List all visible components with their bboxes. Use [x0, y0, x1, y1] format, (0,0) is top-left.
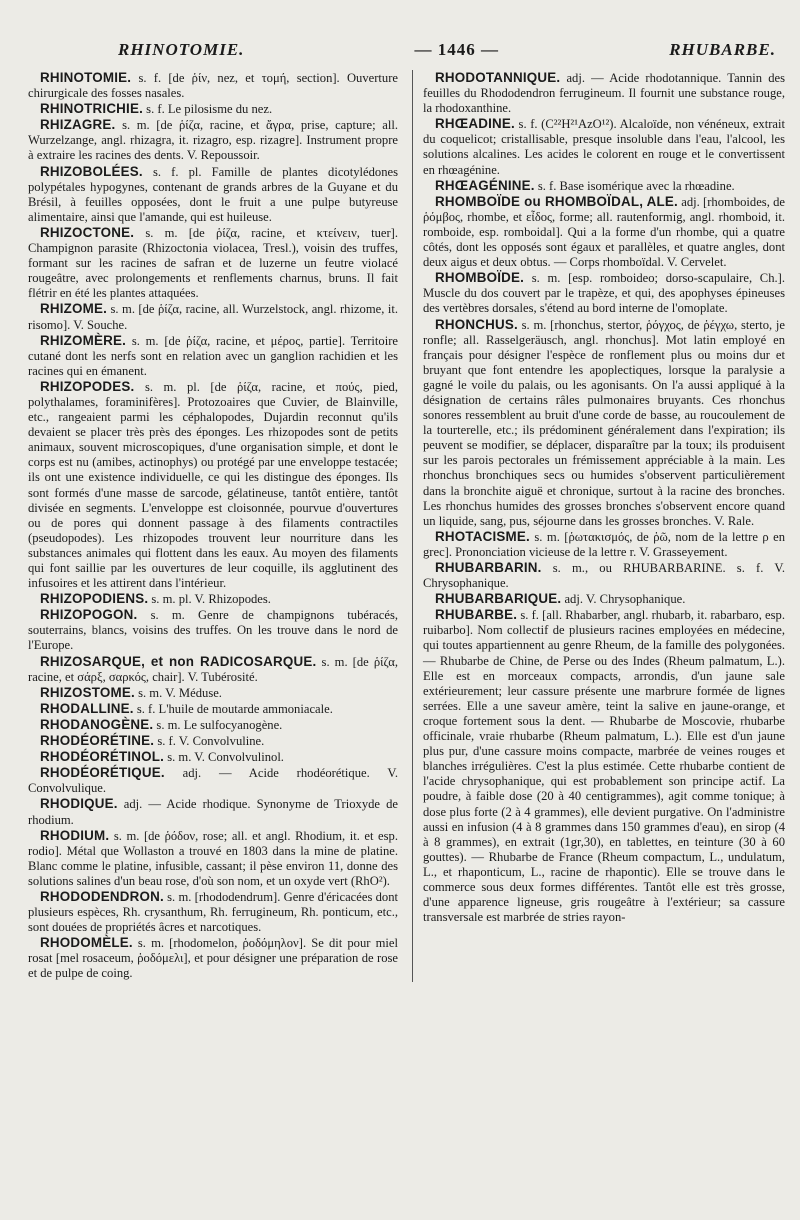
entry-headword: RHIZOSARQUE, et non RADICOSARQUE. [40, 653, 317, 669]
entry-definition: adj. — Acide rhodique. Synonyme de Trioxyde de rhodium. [28, 797, 398, 827]
dictionary-entry [28, 765, 398, 796]
entry-headword: RHODIQUE. [40, 796, 118, 812]
entry-headword: RHINOTRICHIE. [40, 101, 144, 117]
entry-headword: RHODALLINE. [40, 700, 134, 716]
entry-definition: s. f. Base isomérique avec la rhœadine. [534, 178, 735, 193]
entry-headword: RHIZAGRE. [40, 117, 116, 133]
dictionary-entry [28, 591, 398, 607]
running-header [28, 40, 786, 68]
entry-headword: RHIZOPOGON. [40, 607, 138, 623]
entry-definition: s. f. V. Convolvuline. [154, 734, 265, 749]
entry-definition: s. m. V. Méduse. [134, 685, 222, 700]
entry-definition: s. m. [de ῥίζα, racine, all. Wurzelstock, angl. rhizome, it. risomo]. V. Souche. [28, 302, 398, 332]
dictionary-entry [423, 529, 785, 560]
dictionary-entry [28, 733, 398, 749]
header-right-word: RHUBARBE. [669, 40, 776, 59]
entry-headword: RHUBARBE. [435, 607, 518, 623]
entry-headword: RHIZOPODES. [40, 378, 135, 394]
entry-definition: s. m. pl. V. Rhizopodes. [148, 592, 271, 607]
entry-definition: s. m. [de ῥίζα, racine, et ἄγρα, prise, capture; all. Wurzelzange, angl. rhizagra, it. rizagro, esp. rizagre]. Instrument propre à extraire les racines des dents. V. Repoussoir. [28, 118, 398, 163]
dictionary-entry [28, 164, 398, 225]
entry-headword: RHIZOCTONE. [40, 224, 135, 240]
dictionary-entry [28, 117, 398, 163]
dictionary-entry [423, 560, 785, 591]
dictionary-entry [28, 701, 398, 717]
dictionary-entry [28, 379, 398, 591]
dictionary-entry [28, 70, 398, 101]
entry-definition: s. m. Genre de champignons tubéracés, souterrains, blancs, voisins des truffes. On les trouve dans le nord de l'Europe. [28, 608, 398, 653]
entry-definition: s. f. (C²²H²¹AzO¹²). Alcaloïde, non vénéneux, extrait du coquelicot; cristallisable, presque insoluble dans l'eau, l'alcool, les solutions alcalines. Les acides le colorent en rouge et le convertissent en rhœagénine. [423, 117, 785, 177]
dictionary-entry [423, 270, 785, 316]
entry-headword: RHINOTOMIE. [40, 70, 132, 85]
dictionary-entry [28, 101, 398, 117]
entry-definition: s. m. [de ῥίζα, racine, et μέρος, partie]. Territoire cutané dont les nerfs sont en relation avec un ganglion rachidien et les racines qui en émanent. [28, 333, 398, 378]
entry-headword: RHIZOSTOME. [40, 684, 135, 700]
right-column [412, 70, 785, 982]
entry-definition: s. m. [rhododendrum]. Genre d'éricacées dont plusieurs espèces, Rh. crysanthum, Rh. ferrugineum, Rh. ponticum, etc., sont douées de propriétés âcres et narcotiques. [28, 889, 398, 935]
entry-headword: RHUBARBARIN. [435, 560, 542, 575]
entry-definition: s. m. [rhodomelon, ῥοδόμηλον]. Se dit pour miel rosat [mel rosaceum, ῥοδόμελι], et pour désigner une préparation de rose et de pulpe de coing. [28, 936, 398, 981]
dictionary-entry [423, 591, 785, 607]
dictionary-entry [28, 654, 398, 685]
dictionary-entry [28, 225, 398, 301]
entry-headword: RHODÉORÉTINOL. [40, 749, 165, 765]
entry-headword: RHIZOME. [40, 301, 108, 317]
dictionary-entry [28, 828, 398, 889]
dictionary-entry [423, 607, 785, 925]
entry-definition: s. m. pl. [de ῥίζα, racine, et πούς, pied, polythalames, foraminifères]. Protozoaires que Cuvier, de Blainville, etc., rangeaient parmi les céphalopodes, Dujardin reconnut qu'ils devaient se placer très près des éponges. Les rhizopodes sont de petits animaux, souvent microscopiques, d'une organisation simple, et dont le corps est nu (amibes, actinophys) ou protégé par une enveloppe testacée; ils ont une existence individuelle, ce qui les distingue des éponges. Ils sont formés d'une masse de sarcode, gélatineuse, tantôt entière, tantôt divisée en segments. L'enveloppe est cloisonnée, pourvue d'ouvertures ou de pores qui donnent passage à des filaments contractiles (pseudopodes). Les rhizopodes trouvent leur nourriture dans les substances animales qui flottent dans les eaux. Au moyen des filaments qui font saillie par les ouvertures de leur coquille, ils agglutinent des infusoires et les attirent dans l'intérieur. [28, 379, 398, 591]
dictionary-entry [423, 194, 785, 270]
entry-headword: RHODANOGÈNE. [40, 716, 154, 732]
entry-definition: adj. V. Chrysophanique. [561, 592, 686, 607]
entry-definition: s. m., ou RHUBARBARINE. s. f. V. Chrysophanique. [423, 561, 785, 591]
entry-definition: s. m. V. Convolvulinol. [164, 750, 284, 765]
page-number: — 1446 — [414, 40, 500, 59]
left-column [28, 70, 398, 982]
entry-headword: RHŒADINE. [435, 116, 515, 132]
entry-definition: s. m. [de ῥίζα, racine, et κτείνειν, tuer]. Champignon parasite (Rhizoctonia violacea, Tresl.), voisin des truffes, formant sur les racines de safran et de luzerne un feutre violacé rougeâtre, avec prolongements et renflements charnus, bruns. Il fait flétrir en été les plantes attaquées. [28, 225, 398, 301]
entry-headword: RHIZOPODIENS. [40, 591, 149, 607]
entry-headword: RHOTACISME. [435, 528, 530, 544]
dictionary-entry [423, 317, 785, 529]
entry-headword: RHODÉORÉTINE. [40, 733, 155, 749]
entry-definition: adj. [rhomboides, de ῥόμβος, rhombe, et εἶδος, forme; all. rautenformig, angl. rhomboid, it. romboide, esp. romboidal]. Qui a la forme d'un rhombe, qui a quatre côtés, dont les opposés sont égaux et parallèles, et quatre angles, dont deux aigus et deux obtus. — Corps rhomboïdal. V. Cervelet. [423, 194, 785, 270]
entry-definition: adj. — Acide rhodotannique. Tannin des feuilles du Rhododendron ferrugineum. Il fournit une substance rouge, la rhodoxanthine. [423, 71, 785, 116]
entry-headword: RHIZOMÈRE. [40, 332, 127, 348]
dictionary-entry [28, 717, 398, 733]
dictionary-entry [423, 178, 785, 194]
entry-headword: RHOMBOÏDE ou RHOMBOÏDAL, ALE. [435, 193, 678, 209]
dictionary-entry [28, 935, 398, 981]
dictionary-entry [28, 749, 398, 765]
entry-definition: s. f. pl. Famille de plantes dicotylédones polypétales hypogynes, contenant de grands arbres de la Guyane et du Brésil, à feuilles opposées, dont le fruit a une pulpe butyreuse alimentaire, ainsi que l'amande, qui est huileuse. [28, 164, 398, 224]
entry-headword: RHUBARBARIQUE. [435, 591, 562, 607]
entry-definition: s. m. [de ῥίζα, racine, et σάρξ, σαρκός, chair]. V. Tubérosité. [28, 654, 398, 684]
entry-headword: RHONCHUS. [435, 316, 518, 332]
entry-headword: RHODÉORÉTIQUE. [40, 765, 165, 781]
entry-definition: s. m. [ῥωτακισμός, de ῥῶ, nom de la lettre ρ en grec]. Prononciation vicieuse de la lettre r. V. Grasseyement. [423, 529, 785, 559]
entry-definition: s. f. L'huile de moutarde ammoniacale. [133, 701, 333, 716]
entry-definition: s. m. Le sulfocyanogène. [153, 717, 283, 732]
entry-definition: adj. — Acide rhodéorétique. V. Convolvulique. [28, 766, 398, 796]
entry-headword: RHOMBOÏDE. [435, 270, 525, 286]
header-left-word: RHINOTOMIE. [118, 40, 245, 59]
entry-definition: s. m. [de ῥόδον, rose; all. et angl. Rhodium, it. et esp. rodio]. Métal que Wollaston a trouvé en 1803 dans la mine de platine. Blanc comme le platine, infusible, cassant; il pèse environ 11, donne des solutions salines d'un beau rose, d'où son nom, et un oxyde vert (RhO²). [28, 828, 398, 888]
entry-headword: RHŒAGÉNINE. [435, 177, 535, 193]
entry-definition: s. m. [rhonchus, stertor, ῥόγχος, de ῥέγχω, sterto, je ronfle; all. Rasselgeräusch, angl. rhonchus]. Mot latin employé en français pour désigner l'espèce de ronflement plus ou moins dur et bruyant que font entendre les apoplectiques, lorsque la paralysie a gagné le voile du palais, ou les agonisants. On l'a aussi appliqué à la désignation de certains râles pulmonaires bruyants. Ces rhonchus sonores ressemblent au bruit d'une corde de basse, au roucoulement de la tourterelle, etc.; ils prédominent généralement dans l'expiration; ils peuvent se modifier, se déplacer, disparaître par la toux; ils produisent sur les parois pectorales un frémissement appréciable à la main. Les rhonchus bronchiques secs ou humides s'observent particulièrement dans la bronchite aiguë et chronique, surtout à la racine des bronches. Les rhonchus humides des grosses bronches s'observent encore quand un liquide, sang, pus, séjourne dans les grosses bronches. V. Rale. [423, 317, 785, 528]
entry-definition: s. m. [esp. romboideo; dorso-scapulaire, Ch.]. Muscle du dos couvert par le trapèze, et qui, des apophyses épineuses des vertèbres dorsales, s'étend au bord interne de l'omoplate. [423, 271, 785, 316]
entry-headword: RHODOMÈLE. [40, 935, 133, 951]
dictionary-entry [28, 607, 398, 653]
dictionary-entry [28, 889, 398, 935]
dictionary-entry [28, 333, 398, 379]
dictionary-entry [28, 685, 398, 701]
dictionary-entry [423, 70, 785, 116]
dictionary-entry [423, 116, 785, 177]
entry-headword: RHIZOBOLÉES. [40, 163, 143, 179]
entry-headword: RHODOTANNIQUE. [435, 70, 561, 85]
entry-definition: s. f. [de ῥίν, nez, et τομή, section]. Ouverture chirurgicale des fosses nasales. [28, 71, 398, 101]
entry-headword: RHODIUM. [40, 827, 110, 843]
dictionary-entry [28, 301, 398, 332]
entry-headword: RHODODENDRON. [40, 888, 164, 904]
dictionary-entry [28, 796, 398, 827]
entry-definition: s. f. Le pilosisme du nez. [143, 102, 273, 117]
entry-definition: s. f. [all. Rhabarber, angl. rhubarb, it. rabarbaro, esp. ruibarbo]. Nom collectif de plusieurs racines employées en médecine, qui toutes appartiennent au genre Rheum, de la famille des polygonées. — Rhubarbe de Chine, de Perse ou des Indes (Rheum palmatum, L.). Elle est en morceaux compacts, arrondis, d'un jaune sale extérieurement; leur cassure présente une marbrure formée de lignes serrées. Elle a une saveur amère, teint la salive en jaune-orange, et croque fortement sous la dent. — Rhubarbe de Moscovie, rhubarbe officinale, vraie rhubarbe (Rheum palmatum, L.). Elle est d'un jaune plus pur, d'une cassure moins compacte, marbrée de veines rouges et blanches irrégulières. C'est la plus estimée. Cette rhubarbe contient de l'acide chrysophanique, qui est probablement son principe actif. La poudre, à faible dose (20 à 40 centigrammes), agit comme tonique; à dose plus forte (2 à 4 grammes), elle devient purgative. On l'administre aussi en infusion (4 à 8 grammes dans 150 grammes d'eau), en sirop (4 à 8 grammes), en extrait (1gr,30), en tablettes, en teinture (30 à 60 gouttes). — Rhubarbe de France (Rheum compactum, L., undulatum, L., et rhaponticum, L., racine de rhapontic). Elle se trouve dans le commerce sous deux formes différentes. Tantôt elle est très grosse, d'une apparence ligneuse, gris rougeâtre à l'extérieur; sa cassure transversale est marbrée de stries rayon- [423, 608, 785, 925]
